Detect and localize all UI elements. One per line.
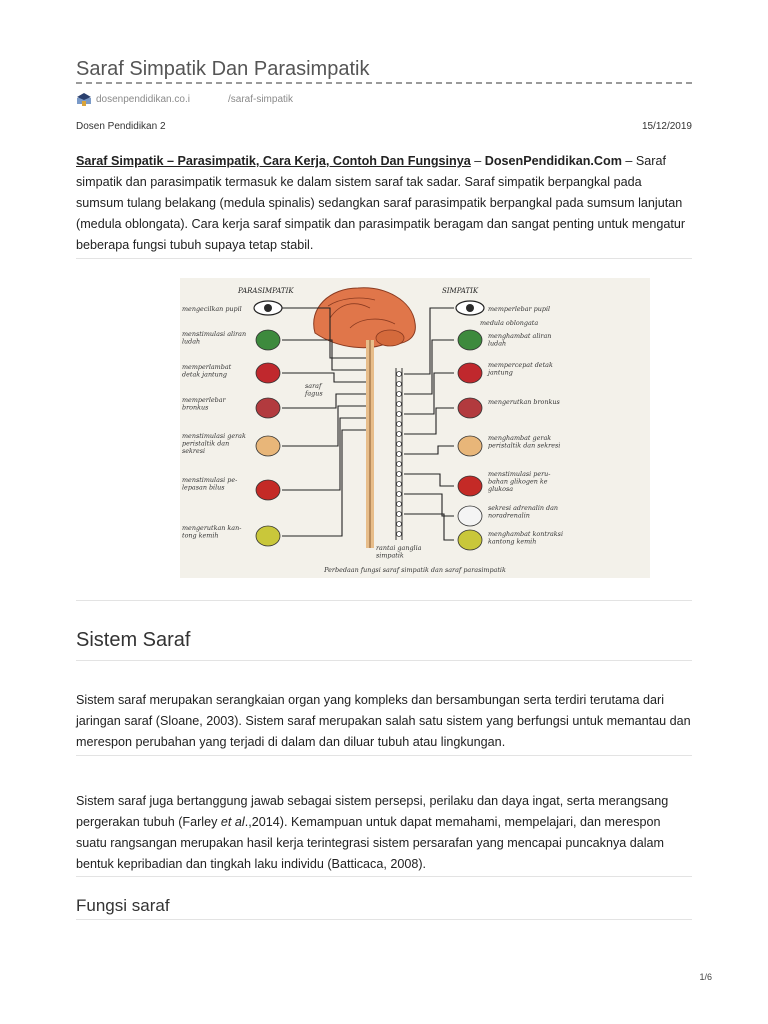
sympathetic-function-label: peristaltik dan sekresi [488,441,561,450]
sympathetic-function-label: menstimulasi peru- [488,470,551,478]
lung-icon [256,398,280,418]
adrenal-gland-icon [458,506,482,526]
sympathetic-function-label: noradrenalin [488,511,530,520]
page-number: 1/6 [699,972,712,982]
parasympathetic-nerve-line [282,418,366,490]
sympathetic-function-label: kantong kemih [488,537,537,546]
stomach-icon [256,436,280,456]
parasympathetic-function-label: detak jantung [182,370,227,379]
parasympathetic-function-label: menstimulasi gerak [182,432,246,440]
medulla-oblongata-label: medula oblongata [480,319,539,327]
ganglion-node [397,402,402,407]
ganglion-node [397,472,402,477]
salivary-gland-icon [256,330,280,350]
ganglion-node [397,492,402,497]
ganglion-node [397,412,402,417]
right-column-header: SIMPATIK [442,287,479,295]
ganglion-node [397,432,402,437]
stomach-icon [458,436,482,456]
title-dashed-underline [76,82,692,84]
section-heading: Sistem Saraf [76,629,191,651]
parasympathetic-function-label: lepasan bilus [182,483,225,492]
intro-body-text: – Saraf simpatik dan parasimpatik termasuk ke dalam sistem saraf tak sadar. Saraf simpatik berpangkal pada sumsum tulang belakang (medula spinalis) sedangkan saraf parasimpatik berpangkal pada sumsum lanjutan (medula oblongata). Cara kerja saraf simpatik dan parasimpatik beragam dan sangat penting untuk mengatur beberapa fungsi tubuh supaya tetap stabil. [76,154,686,252]
ganglion-node [397,532,402,537]
section-paragraph: Sistem saraf merupakan serangkaian organ yang kompleks dan bersambungan serta terdiri terutama dari jaringan saraf (Sloane, 2003). Sistem saraf merupakan salah satu sistem yang berfungsi untuk memantau dan merespon perubahan yang terjadi di dalam dan diluar tubuh atau lingkungan. [76,693,691,749]
ganglion-node [397,442,402,447]
sympathetic-function-label: menghambat kontraksi [488,530,563,538]
nervous-system-diagram [180,278,650,578]
sympathetic-nerve-line [404,494,454,516]
eye-pupil-icon [466,304,474,312]
sympathetic-function-label: ludah [488,339,507,348]
site-favicon-icon [76,92,92,106]
divider [76,258,692,259]
liver-icon [256,480,280,500]
salivary-gland-icon [458,330,482,350]
sympathetic-function-label: memperlebar pupil [488,305,551,313]
ganglion-node [397,382,402,387]
parasympathetic-function-label: sekresi [182,447,206,455]
parasympathetic-nerve-line [282,406,366,446]
divider [76,600,692,601]
section-paragraph [76,791,692,875]
heart-icon [256,363,280,383]
divider [76,919,692,920]
para-text: Sistem saraf juga bertanggung jawab sebagai sistem persepsi, perilaku dan daya ingat, serta merangsang pergerakan tubuh (Farley [76,794,669,829]
ganglion-node [397,422,402,427]
figure-caption: Perbedaan fungsi saraf simpatik dan saraf parasimpatik [324,566,506,574]
bladder-icon [256,526,280,546]
divider [76,755,692,756]
page-title: Saraf Simpatik Dan Parasimpatik [76,58,370,80]
sympathetic-nerve-line [404,340,454,394]
sympathetic-nerve-line [404,474,454,486]
divider [76,876,692,877]
parasympathetic-function-label: ludah [182,337,201,346]
heart-icon [458,363,482,383]
sympathetic-function-label: sekresi adrenalin dan [488,504,559,512]
bladder-icon [458,530,482,550]
sympathetic-function-label: menghambat gerak [488,434,552,442]
subsection-heading: Fungsi saraf [76,896,170,915]
parasympathetic-function-label: mengecilkan pupil [182,305,242,313]
sympathetic-function-label: mempercepat detak [488,361,553,369]
intro-dash: – [470,154,485,168]
sympathetic-nerve-line [404,514,454,540]
intro-paragraph [76,151,692,256]
parasympathetic-function-label: tong kemih [182,531,219,540]
ganglion-node [397,502,402,507]
sympathetic-function-label: menghambat aliran [488,332,552,340]
sympathetic-nerve-line [404,408,454,434]
ganglion-node [397,462,402,467]
parasympathetic-function-label: menstimulasi pe- [182,476,238,484]
vagus-nerve-label: fagus [305,389,323,398]
left-column-header: PARASIMPATIK [238,287,294,295]
parasympathetic-function-label: mengerutkan kan- [182,524,242,532]
parasympathetic-function-label: memperlebar [182,396,226,404]
sympathetic-function-label: jantung [488,368,513,377]
ganglion-node [397,372,402,377]
sympathetic-function-label: bahan glikogen ke [488,477,548,486]
source-path: /saraf-simpatik [228,94,294,105]
para-text: .,2014). Kemampuan untuk dapat memahami, mempelajari, dan merespon suatu rangsangan merupakan hasil kerja terintegrasi sistem persarafan yang mencapai puncaknya dalam bentuk kepribadian dan tingkah laku individu (Batticaca, 2008). [76,815,665,871]
sympathetic-ganglia-label: rantai ganglia [376,544,422,552]
parasympathetic-function-label: peristaltik dan [182,439,230,448]
article-title-link[interactable]: Saraf Simpatik – Parasimpatik, Cara Kerja, Contoh Dan Fungsinya [76,154,471,168]
lung-icon [458,398,482,418]
vagus-nerve-label: saraf [305,382,322,390]
publish-date: 15/12/2019 [641,121,692,132]
sympathetic-function-label: mengerutkan bronkus [488,398,560,406]
nervous-system-figure [180,278,650,578]
liver-icon [458,476,482,496]
ganglion-node [397,522,402,527]
para-italic: et al [220,815,245,829]
eye-pupil-icon [264,304,272,312]
sympathetic-function-label: glukosa [488,485,514,493]
parasympathetic-nerve-line [282,373,366,382]
ganglion-node [397,482,402,487]
ganglion-node [397,512,402,517]
author-name: Dosen Pendidikan 2 [76,121,166,132]
parasympathetic-function-label: menstimulasi aliran [182,330,247,338]
parasympathetic-function-label: bronkus [182,403,209,412]
divider [76,660,692,661]
site-name: DosenPendidikan.Com [484,154,622,168]
sympathetic-ganglia-label: simpatik [376,551,404,560]
parasympathetic-function-label: memperlambat [182,363,232,371]
source-domain-link[interactable]: dosenpendidikan.co.i [96,94,190,105]
sympathetic-nerve-line [404,446,454,454]
ganglion-node [397,452,402,457]
cerebellum-shape [376,330,404,346]
ganglion-node [397,392,402,397]
